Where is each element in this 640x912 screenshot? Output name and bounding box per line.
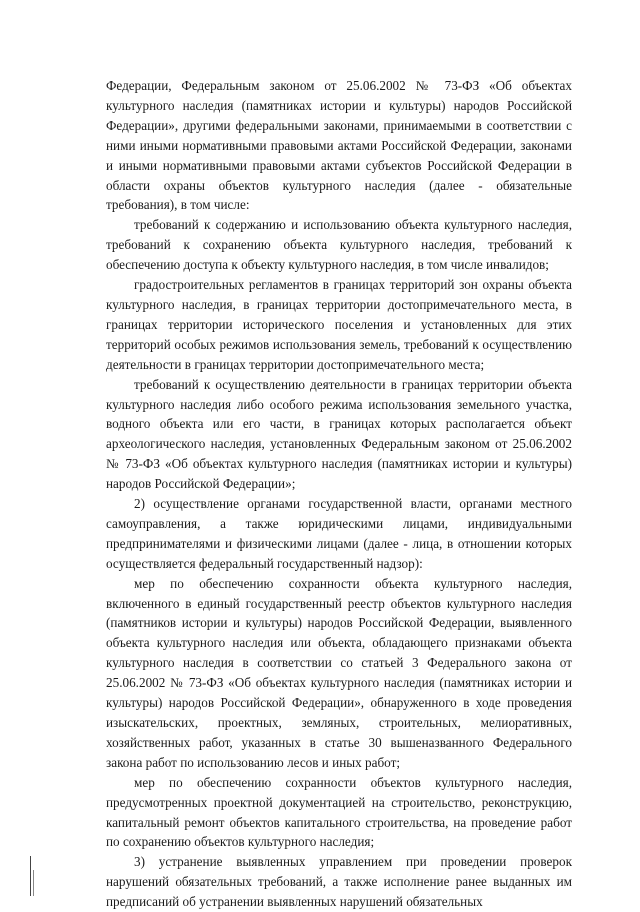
document-body <box>106 76 572 912</box>
paragraph: мер по обеспечению сохранности объектов культурного наследия, предусмотренных проектной документацией на строительство, реконструкцию, капитальный ремонт объектов капитального строительства, на проведение работ по сохранению объектов культурного наследия; <box>106 774 572 850</box>
scan-edge-line <box>33 870 34 896</box>
paragraph: требований к осуществлению деятельности в границах территории объекта культурного наследия либо особого режима использования земельного участка, водного объекта или его части, в границах которых располагается объект археологического наследия, установленных Федеральным законом от 25.06.2002 № 73-ФЗ «Об объектах культурного наследия (памятниках истории и культуры) народов Российской Федерации»; <box>106 376 572 492</box>
paragraph: мер по обеспечению сохранности объекта культурного наследия, включенного в единый государственный реестр объектов культурного наследия (памятников истории и культуры) народов Российской Федерации, выявленного объекта культурного наследия или объекта, обладающего признаками объекта культурного наследия в соответствии со статьей 3 Федерального закона от 25.06.2002 № 73-ФЗ «Об объектах культурного наследия (памятниках истории и культуры) народов Российской Федерации», обнаруженного в ходе проведения изыскательских, проектных, земляных, строительных, мелиоративных, хозяйственных работ, указанных в статье 30 вышеназванного Федерального закона работ по использованию лесов и иных работ; <box>106 575 572 770</box>
paragraph: градостроительных регламентов в границах территорий зон охраны объекта культурного наследия, в границах территории достопримечательного места, в границах территории исторического поселения и установленных для этих территорий особых режимов использования земель, требований к осуществлению деятельности в границах территории достопримечательного места; <box>106 277 572 372</box>
paragraph: 2) осуществление органами государственной власти, органами местного самоуправления, а также юридическими лицами, индивидуальными предпринимателями и физическими лицами (далее - лица, в отношении которых осуществляется федеральный государственный надзор): <box>106 496 572 571</box>
scan-edge-line <box>30 856 31 896</box>
paragraph: требований к содержанию и использованию объекта культурного наследия, требований к сохранению объекта культурного наследия, требований к обеспечению доступа к объекту культурного наследия, в том числе инвалидов; <box>106 217 572 273</box>
paragraph: Федерации, Федеральным законом от 25.06.2002 № 73-ФЗ «Об объектах культурного наследия (памятниках истории и культуры) народов Российской Федерации», другими федеральными законами, принимаемыми в соответствии с ними иными нормативными правовыми актами Российской Федерации, законами и иными нормативными правовыми актами субъектов Российской Федерации в области охраны объектов культурного наследия (далее - обязательные требования), в том числе: <box>106 78 572 213</box>
paragraph: 3) устранение выявленных управлением при проведении проверок нарушений обязательных требований, а также исполнение ранее выданных им предписаний об устранении выявленных нарушений обязательных <box>106 854 572 910</box>
